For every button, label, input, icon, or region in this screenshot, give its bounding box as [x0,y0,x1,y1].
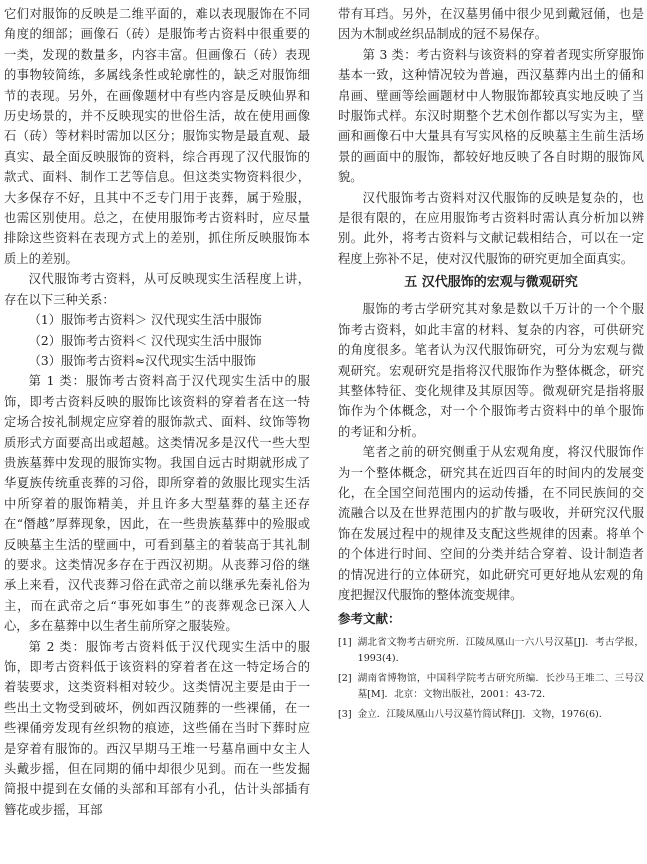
reference-number: [2] [338,673,352,685]
reference-text: 湖北省文物考古研究所．江陵凤凰山一六八号汉墓[J]．考古学报，1993(4)． [357,637,644,665]
body-paragraph: 第 1 类：服饰考古资料高于汉代现实生活中的服饰，即考古资料反映的服饰比该资料的穿着者在这一特定场合按礼制规定应穿着的服饰款式、面料、纹饰等物质形式方面要高出或超越。这类情况多是汉代一些大型贵族墓葬中发现的服饰实物。我国自远古时期就形成了华夏族传统重丧葬的习俗，即所穿着的敛服比现实生活中所穿着的服饰精美，并且许多大型墓葬的墓主还存在“僭越”厚葬现象，因此，在一些贵族墓葬中的殓服或反映墓主生活的壁画中，可看到墓主的着装高于其礼制的要求。这类情况多存在于西汉初期。从丧葬习俗的继承上来看，汉代丧葬习俗在武帝之前以继承先秦礼俗为主，而在武帝之后“事死如事生”的丧葬观念已深入人心，多在墓葬中以生者生前所穿之服装殓。 [4,374,310,634]
body-paragraph: 汉代服饰考古资料，从可反映现实生活程度上讲，存在以下三种关系： [4,272,310,307]
body-paragraph: 带有耳珰。另外，在汉墓男俑中很少见到戴冠俑，也是因为木制或丝织品制成的冠不易保存。 [338,7,644,42]
relation-item: （3）服饰考古资料≈汉代现实生活中服饰 [28,353,256,368]
left-column [4,4,310,820]
reference-text: 湖南省博物馆，中国科学院考古研究所编．长沙马王堆二、三号汉墓[M]．北京：文物出版社，2001：43-72． [357,673,644,701]
body-paragraph: 服饰的考古学研究其对象是数以千万计的一个个服饰考古资料，如此丰富的材料、复杂的内容，可供研究的角度很多。笔者认为汉代服饰研究，可分为宏观与微观研究。宏观研究是指将汉代服饰作为整体概念，研究其整体特征、变化规律及其原因等。微观研究是指将服饰作为个体概念，对一个个服饰考古资料中的单个服饰的考证和分析。 [338,302,644,439]
body-paragraph: 笔者之前的研究侧重于从宏观角度，将汉代服饰作为一个整体概念，研究其在近四百年的时间内的发展变化，在全国空间范围内的运动传播，在不同民族间的交流融合以及在世界范围内的扩散与吸收，并研究汉代服饰在发展过程中的规律及支配这些规律的因素。将单个的个体进行时间、空间的分类并结合穿着、设计制造者的情况进行的立体研究，如此研究可更好地从宏观的角度把握汉代服饰的整体流变规律。 [338,445,644,602]
reference-item [338,635,644,667]
references-heading: 参考文献： [338,611,401,627]
references-list [338,635,644,723]
body-paragraph: 它们对服饰的反映是二维平面的，难以表现服饰在不同角度的细部；画像石（砖）是服饰考古资料中很重要的一类，发现的数量多，内容丰富。但画像石（砖）表现的事物较简练，多属线条性或轮廓性的，缺乏对服饰细节的表现。另外，在画像题材中有些内容是反映仙界和历史场景的，并不反映现实的世俗生活，故在使用画像石（砖）等材料时需加以区分；服饰实物是最直观、最真实、最全面反映服饰的资料，综合再现了汉代服饰的款式、面料、制作工艺等信息。但这类实物资料很少，大多保存不好，且其中不乏专门用于丧葬，属于殓服，也需区别使用。总之，在使用服饰考古资料时，应尽量排除这些资料在表现方式上的差别，抓住所反映服饰本质上的差别。 [4,7,310,266]
section-title: 五 汉代服饰的宏观与微观研究 [404,275,578,291]
reference-item [338,707,644,723]
right-column [338,4,644,727]
relation-item: （1）服饰考古资料＞ 汉代现实生活中服饰 [28,313,262,328]
reference-text: 金立．江陵凤凰山八号汉墓竹简试释[J]．文物，1976(6)． [357,709,609,721]
body-paragraph: 汉代服饰考古资料对汉代服饰的反映是复杂的，也是很有限的，在应用服饰考古资料时需认真分析加以辨别。此外，将考古资料与文献记载相结合，可以在一定程度上弥补不足，使对汉代服饰的研究更加全面真实。 [338,190,644,266]
reference-number: [3] [338,709,352,721]
body-paragraph: 第 3 类：考古资料与该资料的穿着者现实所穿服饰基本一致，这种情况较为普遍，西汉墓葬内出土的俑和帛画、壁画等绘画题材中人物服饰都较真实地反映了当时服饰式样。东汉时期整个艺术创作都以写实为主，壁画和画像石中大量具有写实风格的反映墓主生前生活场景的画面中的服饰，都较好地反映了各自时期的服饰风貌。 [338,47,644,185]
body-paragraph: 第 2 类：服饰考古资料低于汉代现实生活中的服饰，即考古资料低于该资料的穿着者在这一特定场合的着装要求，这类资料相对较少。这类情况主要是由于一些出土文物受到破坏，例如西汉随葬的一些裸俑，在一些裸俑旁发现有丝织物的痕迹，这些俑在当时下葬时应是穿着有服饰的。西汉早期马王堆一号墓帛画中女主人头戴步摇，但在同期的俑中却很少见到。而在一些发掘简报中提到在女俑的头部和耳部有小孔，估计头部插有簪花或步摇，耳部 [4,639,310,817]
relation-item: （2）服饰考古资料＜ 汉代现实生活中服饰 [28,333,262,348]
reference-number: [1] [338,637,352,649]
reference-item [338,671,644,703]
